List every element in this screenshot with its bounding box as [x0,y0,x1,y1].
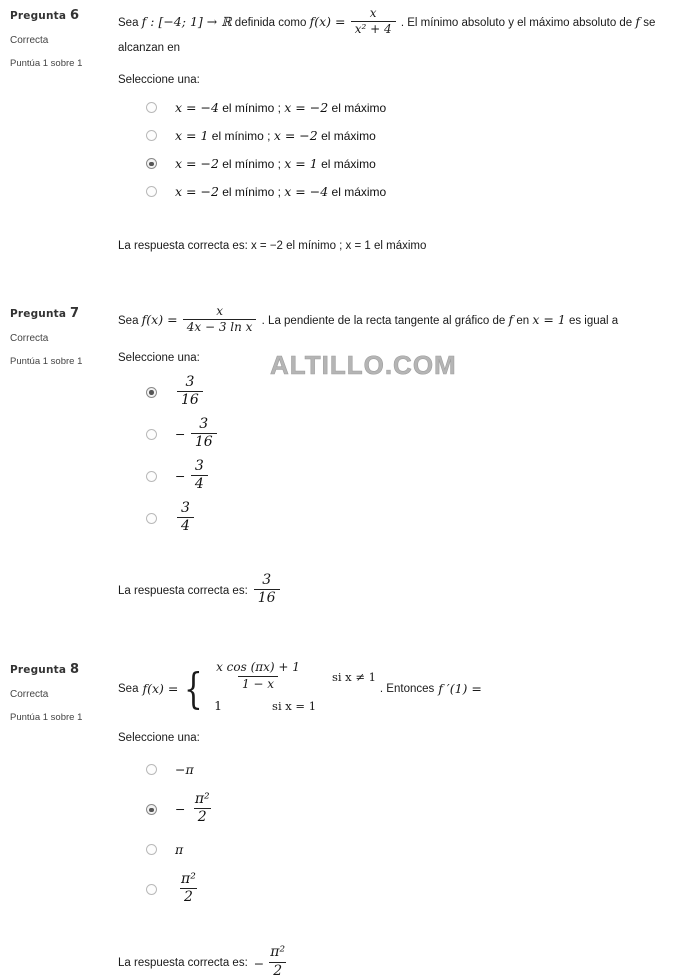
answer-6a-part4: el máximo [331,101,387,116]
answer-label-6d [175,184,386,199]
answer-6a-part1: x = −4 [175,100,219,116]
stem-tail-8: . Entonces [379,683,435,696]
stem-tail-expr-8: f ′(1) = [438,681,482,697]
answer-option-7a[interactable] [118,372,682,414]
answer-8b-numerator: π² [194,790,210,807]
radio-button-7b[interactable] [146,429,157,440]
question-word-7: Pregunta [10,307,67,320]
answer-7b-sign: − [175,425,186,441]
stem-fraction-6 [351,7,396,37]
answer-label-8a: −π [175,762,194,778]
case2-condition: si x = 1 [272,698,317,713]
question-block-8 [0,654,700,980]
answer-6b-part2: el mínimo ; [211,129,271,144]
stem-lead-7: Sea [118,314,139,327]
stem-tail-end-6: se alcanzan en [118,16,656,54]
feedback-numerator-8: π² [270,943,286,960]
answer-6d-part2: el mínimo ; [222,185,281,200]
answer-7d-denominator: 4 [177,517,194,535]
radio-button-8a[interactable] [146,764,157,775]
question-number-8: 8 [70,662,80,678]
stem-fx-7: f(x) = [141,311,178,327]
answer-option-6b[interactable] [118,122,682,150]
question-grade-6: Puntúa 1 sobre 1 [10,58,83,69]
radio-button-6c[interactable] [146,158,157,169]
feedback-fraction-7 [254,573,280,607]
question-title-8 [10,662,108,677]
question-state-8: Correcta [10,689,49,701]
stem-fraction-numerator-6: x [369,6,377,20]
question-word-8: Pregunta [10,664,67,677]
answer-label-7c [175,457,210,494]
stem-tail-en-7: en [516,314,530,327]
answer-label-7d [175,499,196,536]
answer-label-8c: π [175,842,184,858]
question-block-7 [0,298,700,608]
answer-option-7d[interactable] [118,498,682,540]
answer-list-7 [118,372,682,540]
answer-option-8d[interactable] [118,868,682,912]
feedback-prefix-7: La respuesta correcta es: [118,584,248,597]
radio-button-6d[interactable] [146,186,157,197]
stem-tail-end-7: es igual a [568,314,619,327]
answer-6a-part2: el mínimo ; [222,101,281,116]
question-title-6 [10,8,108,23]
answer-option-7c[interactable] [118,456,682,498]
feedback-denominator-8: 2 [269,962,286,980]
cases-list-8 [210,662,376,716]
question-word-6: Pregunta [10,10,67,22]
correct-answer-feedback-8 [118,943,682,980]
answer-label-6b [175,128,376,143]
stem-tail-f-7: f [508,311,514,327]
select-one-label-7: Seleccione una: [118,351,200,364]
answer-7b-fraction [191,417,217,451]
correct-answer-feedback-7 [118,571,682,608]
answer-7c-denominator: 4 [191,475,208,493]
question-state-6: Correcta [10,35,49,46]
answer-6c-part2: el mínimo ; [222,157,281,172]
radio-button-7a[interactable] [146,387,157,398]
radio-button-8c[interactable] [146,844,157,855]
answer-6c-part3: x = 1 [284,156,318,172]
answer-7c-numerator: 3 [194,457,204,474]
answer-label-8d [175,870,202,907]
answer-label-6c [175,156,376,171]
question-stem-6 [118,8,682,58]
stem-tail-x-7: x = 1 [532,311,566,327]
answer-7d-fraction [177,501,194,535]
feedback-prefix-8: La respuesta correcta es: [118,957,248,970]
question-grade-8: Puntúa 1 sobre 1 [10,712,83,724]
stem-fx-8: f(x) = [142,681,179,697]
question-body-7 [108,298,690,608]
answer-8b-fraction [191,792,214,826]
answer-7a-numerator: 3 [185,373,195,390]
answer-7c-sign: − [175,467,186,483]
radio-button-7c[interactable] [146,471,157,482]
answer-7b-denominator: 16 [191,433,217,451]
answer-7d-numerator: 3 [181,499,190,516]
question-title-7 [10,306,108,321]
answer-8d-denominator: 2 [180,888,197,906]
case1-denominator: 1 − x [238,676,278,691]
feedback-numerator-7: 3 [262,571,272,588]
stem-fraction-7 [183,305,257,335]
case1-condition: si x ≠ 1 [331,670,376,685]
answer-6b-part3: x = −2 [273,128,318,144]
stem-tail-f-6: f [635,13,641,29]
answer-label-7b [175,415,219,452]
radio-button-6b[interactable] [146,130,157,141]
stem-lead-8: Sea [118,683,139,696]
question-number-7: 7 [70,305,80,321]
stem-cases-8 [178,662,376,716]
answer-list-8 [118,752,682,912]
answer-label-8b [175,790,216,827]
answer-option-8a[interactable] [118,752,682,788]
answer-option-6d[interactable] [118,178,682,206]
stem-tail-6: . El mínimo absoluto y el máximo absoluto de [400,16,633,29]
answer-6d-part1: x = −2 [175,184,219,200]
answer-label-7a [175,373,205,410]
feedback-fraction-8 [266,945,289,979]
stem-fx-6: f(x) = [309,13,346,29]
case-row-1 [210,662,376,692]
answer-8b-sign: − [175,801,186,817]
watermark: ALTILLO.COM [270,350,457,380]
stem-lead-6: Sea [118,16,139,29]
answer-label-6a [175,100,386,115]
feedback-text-6: La respuesta correcta es: x = −2 el mínimo ; x = 1 el máximo [118,239,427,252]
answer-7a-denominator: 16 [177,391,203,409]
case1-numerator: x cos (πx) + 1 [216,660,300,675]
radio-button-7d[interactable] [146,513,157,524]
question-number-6: 6 [70,8,80,23]
question-info-8 [10,654,108,723]
question-body-8 [108,654,690,980]
answer-6b-part4: el máximo [321,129,376,144]
answer-6a-part3: x = −2 [284,100,329,116]
stem-fraction-numerator-7: x [216,303,223,318]
case1-fraction [212,661,304,691]
select-one-label-8: Seleccione una: [118,731,200,744]
select-one-label-6: Seleccione una: [118,73,200,86]
case2-value: 1 [214,697,223,713]
answer-8b-denominator: 2 [194,808,211,826]
stem-mid-6: definida como [234,16,307,29]
question-stem-8 [118,662,682,716]
question-info-7 [10,298,108,367]
answer-6d-part4: el máximo [331,185,387,200]
radio-button-6a[interactable] [146,102,157,113]
answer-option-7b[interactable] [118,414,682,456]
feedback-denominator-7: 16 [254,589,280,607]
question-grade-7: Puntúa 1 sobre 1 [10,355,83,367]
stem-fraction-denominator-6: x² + 4 [351,21,396,36]
answer-6c-part4: el máximo [321,157,376,172]
answer-8d-numerator: π² [181,870,196,887]
answer-7c-fraction [191,459,208,493]
question-stem-7 [118,303,682,336]
stem-fraction-denominator-7: 4x − 3 ln x [183,319,257,334]
question-state-7: Correcta [10,332,49,344]
answer-list-6 [118,94,682,206]
answer-7a-fraction [177,375,203,409]
answer-option-8c[interactable] [118,832,682,868]
stem-tail-7: . La pendiente de la recta tangente al gráfico de [261,314,506,327]
feedback-sign-8: − [253,955,265,971]
correct-answer-feedback-6 [118,240,682,252]
stem-fdef-6: f : [−4; 1] → ℝ [141,13,232,29]
answer-6c-part1: x = −2 [175,156,219,172]
case-row-2 [210,696,376,716]
radio-button-8d[interactable] [146,884,157,895]
left-brace-icon: { [184,664,204,714]
question-info-6 [10,0,108,69]
radio-button-8b[interactable] [146,804,157,815]
answer-7b-numerator: 3 [199,415,209,432]
question-block-6 [0,0,700,252]
answer-option-6a[interactable] [118,94,682,122]
answer-6d-part3: x = −4 [284,184,329,200]
answer-6b-part1: x = 1 [175,128,209,144]
answer-option-6c[interactable] [118,150,682,178]
answer-option-8b[interactable] [118,788,682,832]
question-body-6 [108,0,690,252]
